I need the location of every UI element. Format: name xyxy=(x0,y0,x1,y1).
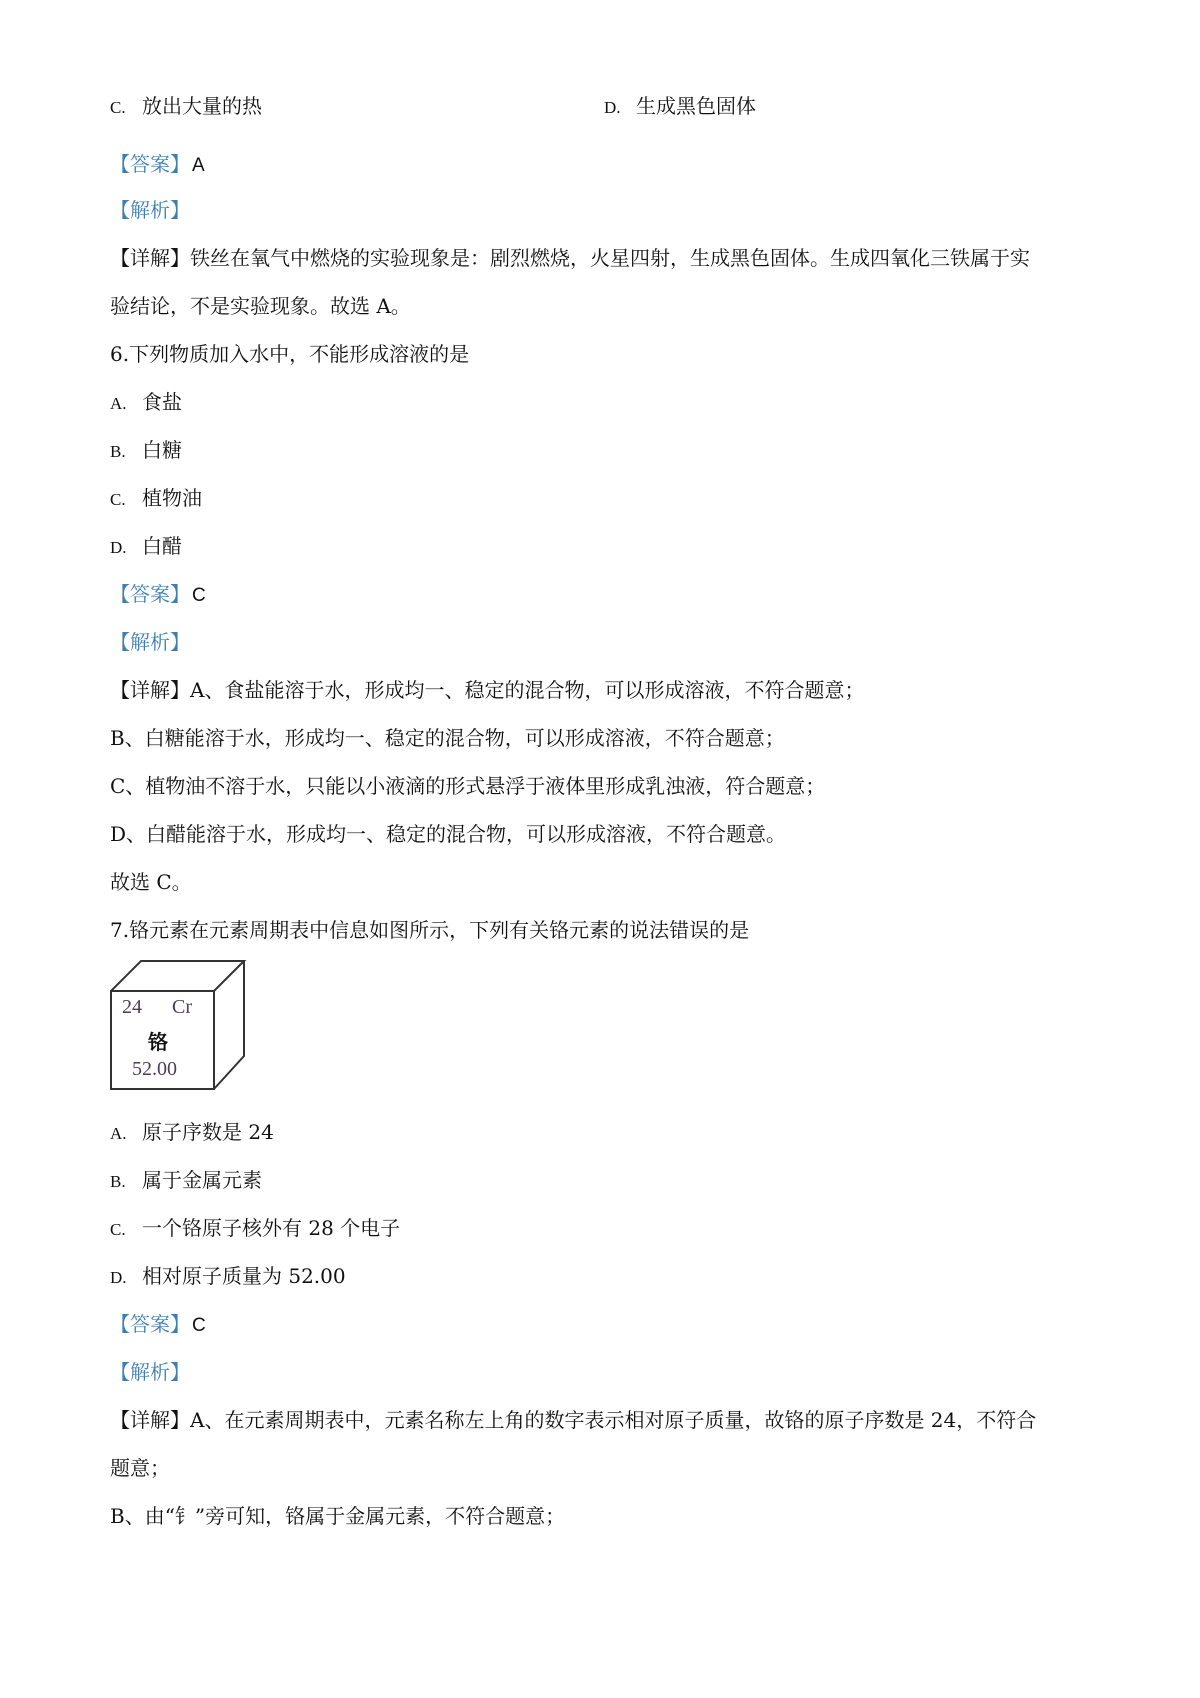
q7-detail-line-1: 【详解】A、在元素周期表中，元素名称左上角的数字表示相对原子质量，故铬的原子序数是 24，不符合 xyxy=(110,1408,1037,1432)
q6-detail-line-2: B、白糖能溶于水，形成均一、稳定的混合物，可以形成溶液，不符合题意； xyxy=(110,726,785,750)
q5-answer xyxy=(110,150,205,180)
option-text: 放出大量的热 xyxy=(142,94,262,118)
q7-stem: 7.铬元素在元素周期表中信息如图所示，下列有关铬元素的说法错误的是 xyxy=(110,918,750,942)
cube-outline xyxy=(108,958,248,1092)
option-text: 白醋 xyxy=(142,534,182,558)
q6-stem: 6.下列物质加入水中，不能形成溶液的是 xyxy=(110,342,470,366)
q6-detail-line-4: D、白醋能溶于水，形成均一、稳定的混合物，可以形成溶液，不符合题意。 xyxy=(110,822,787,846)
q5-option-d xyxy=(604,92,756,122)
option-letter: D. xyxy=(604,98,621,117)
option-letter: D. xyxy=(110,538,127,557)
element-symbol: Cr xyxy=(172,996,192,1018)
q7-option-c xyxy=(110,1214,400,1244)
option-letter: A. xyxy=(110,394,127,413)
q7-answer xyxy=(110,1310,206,1340)
element-cube-figure xyxy=(108,958,248,1092)
option-text: 白糖 xyxy=(142,438,182,462)
option-text: 属于金属元素 xyxy=(142,1168,262,1192)
option-letter: D. xyxy=(110,1268,127,1287)
q6-analysis-label: 【解析】 xyxy=(110,630,190,654)
answer-label: 【答案】 xyxy=(110,1312,190,1336)
answer-label: 【答案】 xyxy=(110,152,190,176)
option-letter: C. xyxy=(110,98,126,117)
q5-detail-line-1: 【详解】铁丝在氧气中燃烧的实验现象是：剧烈燃烧，火星四射，生成黑色固体。生成四氧化三铁属于实 xyxy=(110,246,1030,270)
q6-option-c xyxy=(110,484,202,514)
option-text: 食盐 xyxy=(142,390,182,414)
q7-option-b xyxy=(110,1166,262,1196)
q6-option-b xyxy=(110,436,182,466)
q5-option-c xyxy=(110,92,262,122)
q5-analysis-label: 【解析】 xyxy=(110,198,190,222)
q5-detail-line-2: 验结论，不是实验现象。故选 A。 xyxy=(110,294,411,318)
option-text: 原子序数是 24 xyxy=(142,1120,274,1144)
element-name: 铬 xyxy=(148,1032,168,1054)
answer-value: C xyxy=(192,1315,206,1336)
q7-detail-line-3: B、由“钅”旁可知，铬属于金属元素，不符合题意； xyxy=(110,1504,566,1528)
q6-detail-line-3: C、植物油不溶于水，只能以小液滴的形式悬浮于液体里形成乳浊液，符合题意； xyxy=(110,774,826,798)
option-letter: B. xyxy=(110,1172,126,1191)
q7-analysis-label: 【解析】 xyxy=(110,1360,190,1384)
element-atomic-mass: 52.00 xyxy=(132,1058,177,1080)
q6-detail-line-5: 故选 C。 xyxy=(110,870,192,894)
element-atomic-number: 24 xyxy=(122,996,142,1018)
option-text: 一个铬原子核外有 28 个电子 xyxy=(142,1216,401,1240)
q7-detail-line-2: 题意； xyxy=(110,1456,170,1480)
q6-detail-line-1: 【详解】A、食盐能溶于水，形成均一、稳定的混合物，可以形成溶液，不符合题意； xyxy=(110,678,865,702)
q6-option-a xyxy=(110,388,182,418)
q6-option-d xyxy=(110,532,182,562)
option-text: 生成黑色固体 xyxy=(636,94,756,118)
q6-answer xyxy=(110,580,206,610)
option-letter: C. xyxy=(110,1220,126,1239)
answer-label: 【答案】 xyxy=(110,582,190,606)
option-text: 相对原子质量为 52.00 xyxy=(142,1264,346,1288)
q7-option-d xyxy=(110,1262,346,1292)
q7-option-a xyxy=(110,1118,274,1148)
answer-value: C xyxy=(192,585,206,606)
answer-value: A xyxy=(192,155,205,176)
option-letter: B. xyxy=(110,442,126,461)
option-text: 植物油 xyxy=(142,486,202,510)
option-letter: A. xyxy=(110,1124,127,1143)
option-letter: C. xyxy=(110,490,126,509)
